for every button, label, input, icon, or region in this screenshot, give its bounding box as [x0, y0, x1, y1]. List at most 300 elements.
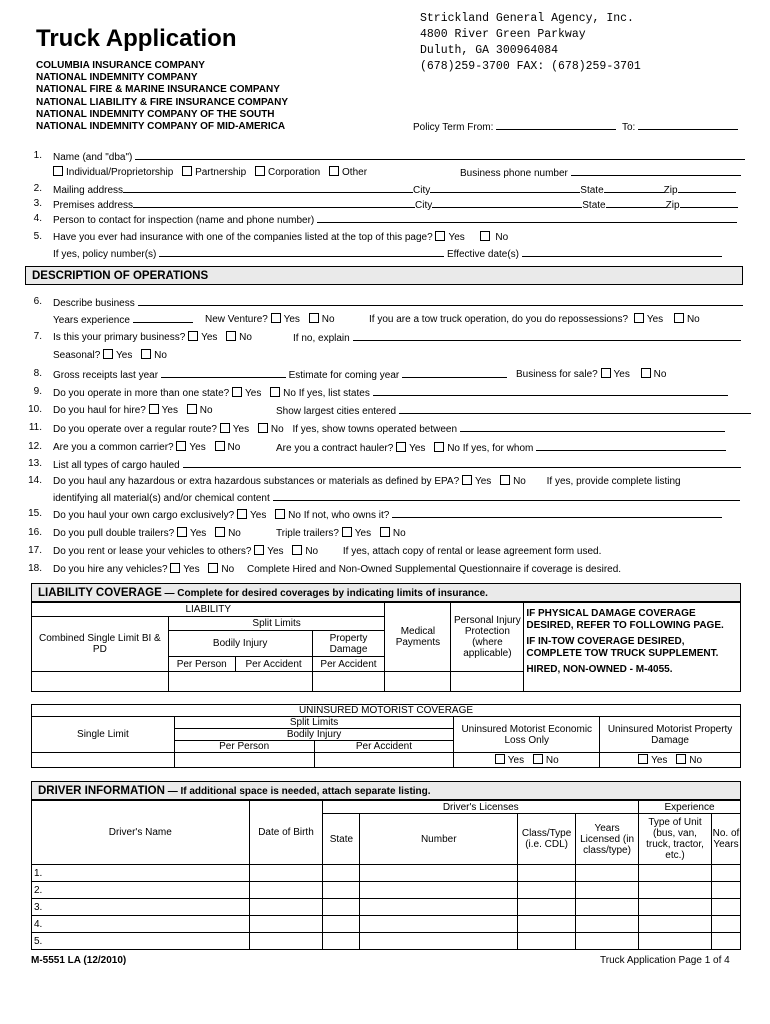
- seasonal-yes[interactable]: [103, 349, 113, 359]
- yes-label: Yes: [283, 314, 300, 325]
- cell[interactable]: [249, 865, 323, 882]
- for-sale-label: Business for sale?: [516, 369, 598, 380]
- um-single-input[interactable]: [32, 753, 175, 768]
- q17-label: Do you rent or lease your vehicles to others?: [53, 546, 252, 557]
- cell[interactable]: [518, 933, 576, 950]
- per-accident-label: Per Accident: [235, 657, 312, 672]
- yes-label: Yes: [448, 232, 465, 243]
- q14-label: Do you haul any hazardous or extra hazardous substances or materials as defined by EPA?: [53, 476, 460, 487]
- no-label: No: [239, 332, 252, 343]
- row-number: 2.: [32, 882, 250, 899]
- yes-label: Yes: [474, 476, 492, 487]
- no-label: No: [392, 528, 406, 539]
- cell[interactable]: [639, 882, 712, 899]
- explain-label: If no, explain: [293, 333, 350, 344]
- q9-label: Do you operate in more than one state?: [53, 388, 230, 399]
- q11-label: Do you operate over a regular route?: [53, 424, 217, 435]
- pd-input[interactable]: [385, 672, 451, 692]
- tow-no[interactable]: [674, 313, 684, 323]
- table-row: [32, 882, 741, 899]
- q18-no[interactable]: [208, 563, 218, 573]
- row-number: 4.: [32, 916, 250, 933]
- cell[interactable]: [360, 865, 518, 882]
- cell[interactable]: [249, 899, 323, 916]
- cell[interactable]: [576, 882, 639, 899]
- entity-label: Partnership: [195, 167, 247, 178]
- cell[interactable]: [711, 899, 740, 916]
- q17: [53, 545, 601, 557]
- liability-title: LIABILITY COVERAGE: [38, 587, 162, 599]
- explain: [293, 331, 741, 344]
- triple-yes[interactable]: [342, 527, 352, 537]
- pip-label: Personal Injury Protection (where applicable): [451, 603, 524, 672]
- name-field[interactable]: [135, 150, 745, 160]
- desc-header: DESCRIPTION OF OPERATIONS: [25, 266, 743, 285]
- q10-no[interactable]: [187, 404, 197, 414]
- q9-no[interactable]: [270, 387, 280, 397]
- q8: [53, 368, 507, 381]
- yes-label: Yes: [245, 388, 262, 399]
- mailing-city-field[interactable]: [430, 183, 580, 193]
- csl-input[interactable]: [32, 672, 169, 692]
- driver-subtitle: — If additional space is needed, attach separate listing.: [164, 786, 431, 797]
- um-prop-label: Uninsured Motorist Property Damage: [600, 717, 741, 753]
- cell[interactable]: [711, 933, 740, 950]
- q14c-label: identifying all material(s) and/or chemical content: [53, 493, 270, 504]
- no-label: No: [228, 528, 241, 539]
- um-bi-label: Bodily Injury: [174, 729, 454, 741]
- no-label: No: [653, 369, 667, 380]
- corporation-checkbox[interactable]: [255, 166, 265, 176]
- biz-phone: [460, 166, 741, 179]
- q14-yes[interactable]: [462, 475, 472, 485]
- um-per-accident-label: Per Accident: [314, 741, 454, 753]
- cargo-field[interactable]: [183, 458, 741, 468]
- entity-label: Other: [342, 167, 368, 178]
- biz-phone-label: Business phone number: [460, 168, 568, 179]
- q5b-label: If yes, policy number(s): [53, 249, 157, 260]
- mailing-state-field[interactable]: [604, 183, 664, 193]
- um-econ-no[interactable]: [533, 754, 543, 764]
- seasonal: [53, 349, 167, 361]
- um-split-label: Split Limits: [174, 717, 454, 729]
- q3-label: Premises address: [53, 200, 134, 211]
- no-label: No: [495, 232, 509, 243]
- cell[interactable]: [360, 916, 518, 933]
- q2: [53, 183, 736, 196]
- yes-label: Yes: [354, 528, 372, 539]
- tow-label: If you are a tow truck operation, do you do repossessions?: [369, 314, 629, 325]
- q18-label: Do you hire any vehicles?: [53, 564, 168, 575]
- state-label: State: [580, 185, 604, 196]
- q5-label: Have you ever had insurance with one of the companies listed at the top of this page?: [53, 232, 433, 243]
- eff-label: Effective date(s): [446, 249, 520, 260]
- cell[interactable]: [518, 882, 576, 899]
- q7-no[interactable]: [226, 331, 236, 341]
- liability-table: [31, 602, 741, 692]
- q16b-label: Triple trailers?: [276, 528, 339, 539]
- policy-term-to-label: To:: [621, 122, 636, 133]
- um-per-person-label: Per Person: [174, 741, 314, 753]
- q16-no[interactable]: [215, 527, 225, 537]
- number-header: Number: [360, 814, 518, 865]
- cell[interactable]: [323, 933, 360, 950]
- policy-term: [413, 120, 738, 133]
- zip-label: Zip: [665, 200, 680, 211]
- policy-number-field[interactable]: [159, 247, 444, 257]
- med-pay-label: Medical Payments: [385, 603, 451, 672]
- q6-label: Describe business: [53, 298, 135, 309]
- owner-field[interactable]: [392, 508, 722, 518]
- liability-notes: [524, 603, 741, 692]
- q6: [53, 296, 743, 309]
- tow: [369, 313, 700, 325]
- cell[interactable]: [360, 899, 518, 916]
- driver-header: [31, 781, 741, 800]
- per-person-label: Per Person: [168, 657, 235, 672]
- q7-yes[interactable]: [188, 331, 198, 341]
- um-econ-yes[interactable]: [495, 754, 505, 764]
- um-econ-choice: [454, 753, 600, 768]
- no-label: No: [227, 442, 241, 453]
- um-prop-no[interactable]: [676, 754, 686, 764]
- zip-label: Zip: [663, 185, 678, 196]
- seasonal-no[interactable]: [141, 349, 151, 359]
- agency-name: Strickland General Agency, Inc.: [420, 12, 634, 25]
- cell[interactable]: [576, 916, 639, 933]
- premises-address-field[interactable]: [133, 198, 415, 208]
- q15-no[interactable]: [275, 509, 285, 519]
- q3: [53, 198, 738, 211]
- years-licensed-header: Years Licensed (in class/type): [576, 814, 639, 865]
- state-label: State: [582, 200, 606, 211]
- med-input[interactable]: [451, 672, 524, 692]
- q13: [53, 458, 741, 471]
- q9-yes[interactable]: [232, 387, 242, 397]
- no-label: No: [689, 755, 703, 766]
- q6b: [53, 313, 193, 326]
- type-unit-header: Type of Unit (bus, van, truck, tractor, etc.): [639, 814, 712, 865]
- agency-street: 4800 River Green Parkway: [420, 28, 586, 41]
- years-exp-label: Years experience: [53, 315, 130, 326]
- company-item: COLUMBIA INSURANCE COMPANY: [36, 60, 205, 71]
- um-accident-input[interactable]: [314, 753, 454, 768]
- premises-zip-field[interactable]: [680, 198, 738, 208]
- um-person-input[interactable]: [174, 753, 314, 768]
- q12b: [276, 441, 726, 454]
- q15-label: Do you haul your own cargo exclusively?: [53, 510, 235, 521]
- no-label: No: [221, 564, 235, 575]
- cell[interactable]: [249, 916, 323, 933]
- q11-yes[interactable]: [220, 423, 230, 433]
- um-prop-choice: [600, 753, 741, 768]
- explain-field[interactable]: [353, 331, 741, 341]
- cell[interactable]: [518, 899, 576, 916]
- policy-term-from-label: Policy Term From:: [413, 122, 494, 133]
- split-limits-label: Split Limits: [168, 617, 385, 631]
- liability-header: [31, 583, 741, 602]
- um-prop-yes[interactable]: [638, 754, 648, 764]
- other-checkbox[interactable]: [329, 166, 339, 176]
- estimate-field[interactable]: [402, 368, 507, 378]
- q16-label: Do you pull double trailers?: [53, 528, 175, 539]
- dob-header: Date of Birth: [249, 801, 323, 865]
- q12: [53, 441, 240, 453]
- q16b: [276, 527, 406, 539]
- cell[interactable]: [711, 865, 740, 882]
- no-label: No: [447, 443, 460, 454]
- city-label: City: [413, 185, 431, 196]
- for-sale-no[interactable]: [641, 368, 651, 378]
- company-item: NATIONAL INDEMNITY COMPANY OF MID-AMERICA: [36, 121, 286, 133]
- table-row: [32, 865, 741, 882]
- q12-yes[interactable]: [176, 441, 186, 451]
- q17-no[interactable]: [292, 545, 302, 555]
- q15-yes[interactable]: [237, 509, 247, 519]
- table-row: [32, 916, 741, 933]
- seasonal-label: Seasonal?: [53, 350, 101, 361]
- new-venture: [205, 313, 335, 325]
- cell[interactable]: [711, 882, 740, 899]
- cell[interactable]: [639, 933, 712, 950]
- no-label: No: [154, 350, 167, 361]
- no-label: No: [270, 424, 284, 435]
- licenses-header: Driver's Licenses: [323, 801, 639, 814]
- row-number: 3.: [32, 899, 250, 916]
- effective-date-field[interactable]: [522, 247, 722, 257]
- contract-no[interactable]: [434, 442, 444, 452]
- q10b: [276, 404, 751, 417]
- cell[interactable]: [323, 882, 360, 899]
- no-label: No: [305, 546, 319, 557]
- company-item: NATIONAL INDEMNITY COMPANY OF THE SOUTH: [36, 108, 275, 120]
- for-sale: [516, 368, 666, 380]
- partnership-checkbox[interactable]: [182, 166, 192, 176]
- q17-yes[interactable]: [254, 545, 264, 555]
- q5-yes-checkbox[interactable]: [435, 231, 445, 241]
- entity-label: Individual/Proprietorship: [66, 167, 174, 178]
- yes-label: Yes: [409, 443, 426, 454]
- q18: [53, 563, 621, 575]
- no-label: No: [199, 405, 213, 416]
- q5: [53, 231, 508, 243]
- q10-yes[interactable]: [149, 404, 159, 414]
- yes-label: Yes: [183, 564, 200, 575]
- mailing-zip-field[interactable]: [678, 183, 736, 193]
- cell[interactable]: [639, 865, 712, 882]
- premises-city-field[interactable]: [432, 198, 582, 208]
- pd-label: Property Damage: [312, 631, 385, 657]
- q9: [53, 386, 728, 399]
- q7: [53, 331, 252, 343]
- entity-label: Corporation: [267, 167, 321, 178]
- individual-checkbox[interactable]: [53, 166, 63, 176]
- q13-label: List all types of cargo hauled: [53, 460, 180, 471]
- contact-field[interactable]: [317, 213, 737, 223]
- cell[interactable]: [360, 933, 518, 950]
- whom-field[interactable]: [536, 441, 726, 451]
- q10b-label: Show largest cities entered: [276, 406, 397, 417]
- q5-no-checkbox[interactable]: [480, 231, 490, 241]
- biz-phone-field[interactable]: [571, 166, 741, 176]
- yes-label: Yes: [189, 442, 206, 453]
- cell[interactable]: [323, 916, 360, 933]
- agency-phone: (678)259-3700 FAX: (678)259-3701: [420, 60, 641, 73]
- class-header: Class/Type (i.e. CDL): [518, 814, 576, 865]
- q17b-label: If yes, attach copy of rental or lease agreement form used.: [342, 546, 602, 557]
- contract-yes[interactable]: [396, 442, 406, 452]
- table-row: [32, 899, 741, 916]
- q18b-label: Complete Hired and Non-Owned Supplemental Questionnaire if coverage is desired.: [246, 564, 622, 575]
- new-venture-no[interactable]: [309, 313, 319, 323]
- policy-from-field[interactable]: [496, 120, 616, 130]
- tow-yes[interactable]: [634, 313, 644, 323]
- no-label: No: [321, 314, 335, 325]
- cell[interactable]: [639, 899, 712, 916]
- cell[interactable]: [323, 899, 360, 916]
- mailing-address-field[interactable]: [123, 183, 413, 193]
- cell[interactable]: [576, 899, 639, 916]
- driver-table: [31, 800, 741, 950]
- q12-label: Are you a common carrier?: [53, 442, 174, 453]
- um-header: UNINSURED MOTORIST COVERAGE: [32, 705, 741, 717]
- q14: [53, 475, 681, 487]
- q7-label: Is this your primary business?: [53, 332, 186, 343]
- yes-label: Yes: [646, 314, 664, 325]
- yes-label: Yes: [267, 546, 284, 557]
- gross-receipts-field[interactable]: [161, 368, 286, 378]
- q16: [53, 527, 241, 539]
- q10-label: Do you haul for hire?: [53, 405, 146, 416]
- cell[interactable]: [360, 882, 518, 899]
- yes-label: Yes: [507, 755, 525, 766]
- no-label: No: [545, 755, 559, 766]
- estimate-label: Estimate for coming year: [288, 370, 400, 381]
- cell[interactable]: [576, 933, 639, 950]
- for-sale-yes[interactable]: [601, 368, 611, 378]
- q4: [53, 213, 737, 226]
- yes-label: Yes: [651, 755, 668, 766]
- note-hired: HIRED, NON-OWNED - M-4055.: [526, 664, 673, 675]
- states-field[interactable]: [373, 386, 728, 396]
- page-number: Truck Application Page 1 of 4: [600, 955, 730, 966]
- cities-field[interactable]: [399, 404, 751, 414]
- yes-label: Yes: [613, 369, 630, 380]
- per-accident-label: Per Accident: [312, 657, 385, 672]
- note-in-tow: IF IN-TOW COVERAGE DESIRED, COMPLETE TOW TRUCK SUPPLEMENT.: [526, 636, 719, 659]
- q14c: [53, 491, 740, 504]
- q15b-label: If not, who owns it?: [303, 510, 390, 521]
- company-item: NATIONAL LIABILITY & FIRE INSURANCE COMPANY: [36, 96, 289, 108]
- yes-label: Yes: [201, 332, 218, 343]
- towns-field[interactable]: [460, 422, 725, 432]
- q14b-label: If yes, provide complete listing: [546, 476, 681, 487]
- q4-label: Person to contact for inspection (name and phone number): [53, 215, 315, 226]
- q12c-label: If yes, for whom: [462, 443, 534, 454]
- csl-label: Combined Single Limit BI & PD: [32, 617, 169, 672]
- no-label: No: [513, 476, 526, 487]
- cell[interactable]: [711, 916, 740, 933]
- no-label: No: [686, 314, 700, 325]
- form-number: M-5551 LA (12/2010): [31, 955, 127, 966]
- describe-field[interactable]: [138, 296, 743, 306]
- q9b-label: If yes, list states: [298, 388, 370, 399]
- agency-city: Duluth, GA 300964084: [420, 44, 559, 57]
- driver-title: DRIVER INFORMATION: [38, 785, 165, 797]
- note-physical-damage: IF PHYSICAL DAMAGE COVERAGE DESIRED, REFER TO FOLLOWING PAGE.: [526, 608, 724, 631]
- q11-no[interactable]: [258, 423, 268, 433]
- cell[interactable]: [249, 933, 323, 950]
- driver-name-header: Driver's Name: [32, 801, 250, 865]
- entity-type: [53, 166, 367, 178]
- q10: [53, 404, 213, 416]
- company-list: [36, 60, 288, 133]
- bi-accident-input[interactable]: [312, 672, 385, 692]
- q12b-label: Are you a contract hauler?: [276, 443, 394, 454]
- q5b: [53, 247, 722, 260]
- bi-person-input[interactable]: [168, 672, 312, 692]
- liability-subtitle: — Complete for desired coverages by indicating limits of insurance.: [161, 588, 488, 599]
- q11: [53, 422, 725, 435]
- q11b-label: If yes, show towns operated between: [292, 424, 458, 435]
- cell[interactable]: [323, 865, 360, 882]
- yes-label: Yes: [116, 350, 133, 361]
- new-venture-label: New Venture?: [205, 314, 268, 325]
- um-single-label: Single Limit: [32, 717, 175, 753]
- company-item: NATIONAL FIRE & MARINE INSURANCE COMPANY: [36, 84, 280, 96]
- cell[interactable]: [639, 916, 712, 933]
- yes-label: Yes: [250, 510, 267, 521]
- hazmat-field[interactable]: [273, 491, 740, 501]
- yes-label: Yes: [232, 424, 250, 435]
- cell[interactable]: [576, 865, 639, 882]
- cell[interactable]: [518, 916, 576, 933]
- um-econ-label: Uninsured Motorist Economic Loss Only: [454, 717, 600, 753]
- company-item: NATIONAL INDEMNITY COMPANY: [36, 72, 198, 84]
- bi-label: Bodily Injury: [168, 631, 312, 657]
- q12-no[interactable]: [215, 441, 225, 451]
- page-title: Truck Application: [36, 25, 237, 52]
- q14-no[interactable]: [500, 475, 510, 485]
- no-years-header: No. of Years: [711, 814, 740, 865]
- q16-yes[interactable]: [177, 527, 187, 537]
- experience-header: Experience: [639, 801, 741, 814]
- table-row: [32, 933, 741, 950]
- state-header: State: [323, 814, 360, 865]
- premises-state-field[interactable]: [606, 198, 666, 208]
- no-label: No: [288, 510, 301, 521]
- triple-no[interactable]: [380, 527, 390, 537]
- cell[interactable]: [518, 865, 576, 882]
- q2-label: Mailing address: [53, 185, 124, 196]
- um-table: [31, 704, 741, 768]
- no-label: No: [283, 388, 296, 399]
- q8-label: Gross receipts last year: [53, 370, 159, 381]
- q1-label: Name (and "dba"): [53, 152, 133, 163]
- liability-label: LIABILITY: [32, 603, 385, 617]
- city-label: City: [415, 200, 433, 211]
- row-number: 5.: [32, 933, 250, 950]
- row-number: 1.: [32, 865, 250, 882]
- cell[interactable]: [249, 882, 323, 899]
- new-venture-yes[interactable]: [271, 313, 281, 323]
- q18-yes[interactable]: [170, 563, 180, 573]
- years-exp-field[interactable]: [133, 313, 193, 323]
- yes-label: Yes: [161, 405, 178, 416]
- q1: [53, 150, 745, 163]
- yes-label: Yes: [189, 528, 207, 539]
- policy-to-field[interactable]: [638, 120, 738, 130]
